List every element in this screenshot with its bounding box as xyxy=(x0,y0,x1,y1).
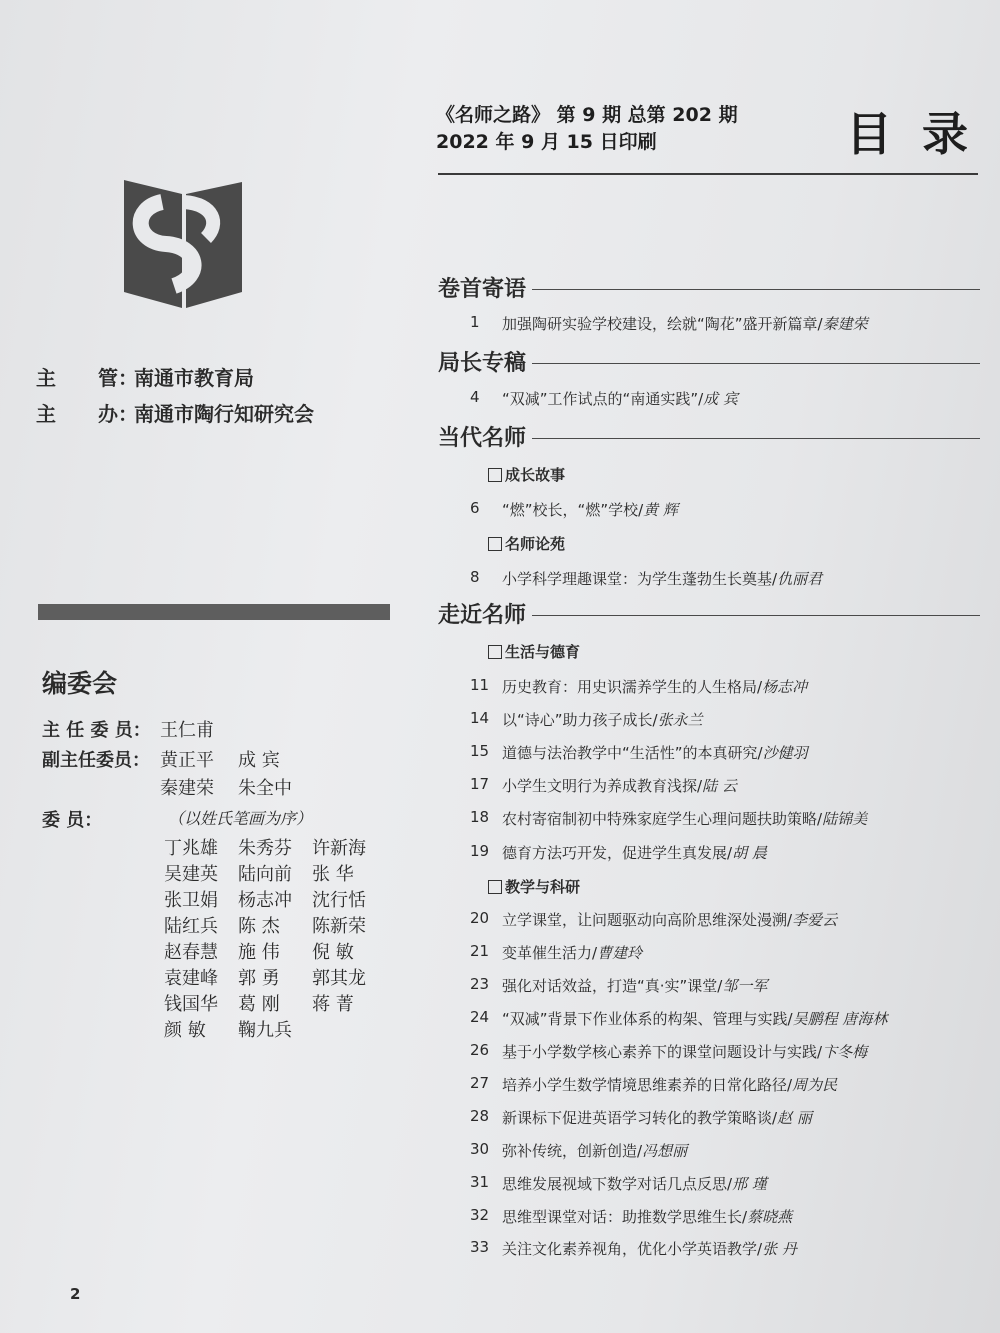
toc-author: 李爱云 xyxy=(792,911,838,929)
section-rule xyxy=(532,289,980,290)
member-name: 朱秀芬 xyxy=(238,838,292,859)
toc-author: 蔡晓燕 xyxy=(747,1208,793,1226)
toc-subsection xyxy=(488,533,565,554)
toc-entry-title: 加强陶研实验学校建设，绘就“陶花”盛开新篇章/秦建荣 xyxy=(502,315,868,333)
toc-section-title: 当代名师 xyxy=(438,426,527,451)
member-name: 倪 敏 xyxy=(312,942,354,963)
square-bullet-icon xyxy=(488,537,502,551)
toc-author: 卞冬梅 xyxy=(822,1043,868,1061)
toc-page-number: 21 xyxy=(470,942,490,960)
toc-page-number: 33 xyxy=(470,1238,490,1256)
toc-entry-title: 新课标下促进英语学习转化的教学策略谈/赵 丽 xyxy=(502,1109,812,1127)
toc-entry-title: 基于小学数学核心素养下的课堂问题设计与实践/卞冬梅 xyxy=(502,1043,868,1061)
member-name: 张卫娟 xyxy=(164,890,218,911)
toc-author: 陆锦美 xyxy=(822,810,868,828)
square-bullet-icon xyxy=(488,645,502,659)
toc-subsection xyxy=(488,876,580,897)
toc-entry-title: 以“诗心”助力孩子成长/张永兰 xyxy=(502,711,703,729)
toc-section xyxy=(438,598,980,629)
toc-author: 邹一军 xyxy=(722,977,768,995)
journal-logo-icon xyxy=(122,180,244,308)
toc-section xyxy=(438,346,980,377)
deputy-label: 副主任委员： xyxy=(42,750,150,771)
toc-subsection-title: 成长故事 xyxy=(505,466,566,484)
member-name: 吴建英 xyxy=(164,864,218,885)
toc-author: 冯想丽 xyxy=(642,1142,688,1160)
member-name: 赵春慧 xyxy=(164,942,218,963)
member-name: 许新海 xyxy=(312,838,366,859)
member-name: 杨志冲 xyxy=(238,890,292,911)
toc-subsection-title: 名师论苑 xyxy=(505,535,566,553)
toc-author: 吴鹏程 唐海林 xyxy=(792,1010,888,1028)
toc-section xyxy=(438,272,980,303)
toc-subsection xyxy=(488,464,565,485)
page-title: 目录 xyxy=(846,107,998,161)
toc-entry-title: 小学科学理趣课堂：为学生蓬勃生长奠基/仇丽君 xyxy=(502,570,823,588)
toc-page-number: 26 xyxy=(470,1041,490,1059)
section-rule xyxy=(532,615,980,616)
organizer-row xyxy=(36,398,314,427)
toc-page-number: 8 xyxy=(470,568,480,586)
sponsor-key-b: 办： xyxy=(98,402,138,426)
toc-section-title: 走近名师 xyxy=(438,603,527,628)
toc-page-number: 28 xyxy=(470,1107,490,1125)
member-name: 陈新荣 xyxy=(312,916,366,937)
sponsor-row xyxy=(36,362,254,391)
member-name: 陆向前 xyxy=(238,864,292,885)
toc-entry-title: “燃”校长，“燃”学校/黄 辉 xyxy=(502,501,678,519)
toc-entry-title: “双减”工作试点的“南通实践”/成 宾 xyxy=(502,390,738,408)
sponsor-value: 南通市教育局 xyxy=(134,366,254,390)
member-name: 张 华 xyxy=(312,864,354,885)
members-label: 委 员： xyxy=(42,810,103,831)
member-name: 葛 刚 xyxy=(238,994,280,1015)
print-date: 2022 年 9 月 15 日印刷 xyxy=(436,131,657,153)
toc-author: 秦建荣 xyxy=(822,315,868,333)
toc-entry-title: 培养小学生数学情境思维素养的日常化路径/周为民 xyxy=(502,1076,838,1094)
toc-section xyxy=(438,421,980,452)
member-name: 蒋 菁 xyxy=(312,994,354,1015)
toc-author: 张 丹 xyxy=(762,1240,797,1258)
header-divider xyxy=(438,173,978,175)
square-bullet-icon xyxy=(488,880,502,894)
divider-bar xyxy=(38,604,390,620)
member-name: 沈行恬 xyxy=(312,890,366,911)
toc-entry-title: 关注文化素养视角，优化小学英语教学/张 丹 xyxy=(502,1240,797,1258)
toc-page-number: 24 xyxy=(470,1008,490,1026)
toc-page-number: 17 xyxy=(470,775,490,793)
toc-entry-title: 小学生文明行为养成教育浅探/陆 云 xyxy=(502,777,737,795)
toc-author: 沙健羽 xyxy=(762,744,808,762)
toc-entry-title: 强化对话效益，打造“真·实”课堂/邹一军 xyxy=(502,977,768,995)
member-name: 郭 勇 xyxy=(238,968,280,989)
toc-page-number: 11 xyxy=(470,676,490,694)
toc-entry-title: 变革催生活力/曹建玲 xyxy=(502,944,643,962)
member-name: 袁建峰 xyxy=(164,968,218,989)
director-label: 主 任 委 员： xyxy=(42,720,151,741)
member-name: 陈 杰 xyxy=(238,916,280,937)
square-bullet-icon xyxy=(488,468,502,482)
toc-page-number: 23 xyxy=(470,975,490,993)
member-name: 颜 敏 xyxy=(164,1020,206,1041)
member-name: 施 伟 xyxy=(238,942,280,963)
toc-author: 杨志冲 xyxy=(762,678,808,696)
deputy-name: 秦建荣 xyxy=(160,778,214,799)
toc-author: 胡 晨 xyxy=(732,844,767,862)
toc-page-number: 30 xyxy=(470,1140,490,1158)
toc-entry-title: 思维发展视域下数学对话几点反思/邢 瑾 xyxy=(502,1175,767,1193)
toc-entry-title: 农村寄宿制初中特殊家庭学生心理问题扶助策略/陆锦美 xyxy=(502,810,868,828)
toc-page-number: 19 xyxy=(470,842,490,860)
toc-subsection xyxy=(488,641,580,662)
member-name: 陆红兵 xyxy=(164,916,218,937)
toc-page-number: 15 xyxy=(470,742,490,760)
board-title: 编委会 xyxy=(42,669,118,698)
toc-page-number: 6 xyxy=(470,499,480,517)
toc-section-title: 卷首寄语 xyxy=(438,277,527,302)
toc-page-number: 4 xyxy=(470,388,480,406)
toc-entry-title: 德育方法巧开发，促进学生真发展/胡 晨 xyxy=(502,844,767,862)
toc-entry-title: 历史教育：用史识濡养学生的人生格局/杨志冲 xyxy=(502,678,808,696)
toc-author: 周为民 xyxy=(792,1076,838,1094)
toc-author: 黄 辉 xyxy=(643,501,678,519)
toc-subsection-title: 教学与科研 xyxy=(505,878,581,896)
sponsor-value: 南通市陶行知研究会 xyxy=(134,402,314,426)
toc-page-number: 14 xyxy=(470,709,490,727)
toc-author: 成 宾 xyxy=(703,390,738,408)
section-rule xyxy=(532,438,980,439)
toc-author: 赵 丽 xyxy=(777,1109,812,1127)
deputy-name: 成 宾 xyxy=(238,750,280,771)
members-note: （以姓氏笔画为序） xyxy=(168,809,313,828)
toc-author: 曹建玲 xyxy=(597,944,643,962)
toc-entry-title: 立学课堂，让问题驱动向高阶思维深处漫溯/李爱云 xyxy=(502,911,838,929)
issue-line: 《名师之路》 第 9 期 总第 202 期 xyxy=(436,104,738,126)
member-name: 郭其龙 xyxy=(312,968,366,989)
toc-page-number: 1 xyxy=(470,313,480,331)
toc-author: 陆 云 xyxy=(702,777,737,795)
deputy-name: 黄正平 xyxy=(160,750,214,771)
deputy-name: 朱全中 xyxy=(238,778,292,799)
sponsor-key-a: 主 xyxy=(36,366,56,390)
toc-section-title: 局长专稿 xyxy=(438,351,527,376)
toc-page-number: 32 xyxy=(470,1206,490,1224)
director-name: 王仁甫 xyxy=(160,720,214,741)
sponsor-key-b: 管： xyxy=(98,366,138,390)
toc-author: 邢 瑾 xyxy=(732,1175,767,1193)
toc-page-number: 18 xyxy=(470,808,490,826)
toc-page-number: 31 xyxy=(470,1173,490,1191)
sponsor-key-a: 主 xyxy=(36,402,56,426)
toc-entry-title: 思维型课堂对话：助推数学思维生长/蔡晓燕 xyxy=(502,1208,793,1226)
member-name: 钱国华 xyxy=(164,994,218,1015)
page-number: 2 xyxy=(70,1285,81,1303)
toc-author: 仇丽君 xyxy=(777,570,823,588)
section-rule xyxy=(532,363,980,364)
toc-entry-title: “双减”背景下作业体系的构架、管理与实践/吴鹏程 唐海林 xyxy=(502,1010,888,1028)
toc-page-number: 20 xyxy=(470,909,490,927)
toc-entry-title: 弥补传统，创新创造/冯想丽 xyxy=(502,1142,688,1160)
member-name: 丁兆雄 xyxy=(164,838,218,859)
toc-page-number: 27 xyxy=(470,1074,490,1092)
toc-entry-title: 道德与法治教学中“生活性”的本真研究/沙健羽 xyxy=(502,744,808,762)
toc-subsection-title: 生活与德育 xyxy=(505,643,581,661)
member-name: 鞠九兵 xyxy=(238,1020,292,1041)
toc-author: 张永兰 xyxy=(657,711,703,729)
